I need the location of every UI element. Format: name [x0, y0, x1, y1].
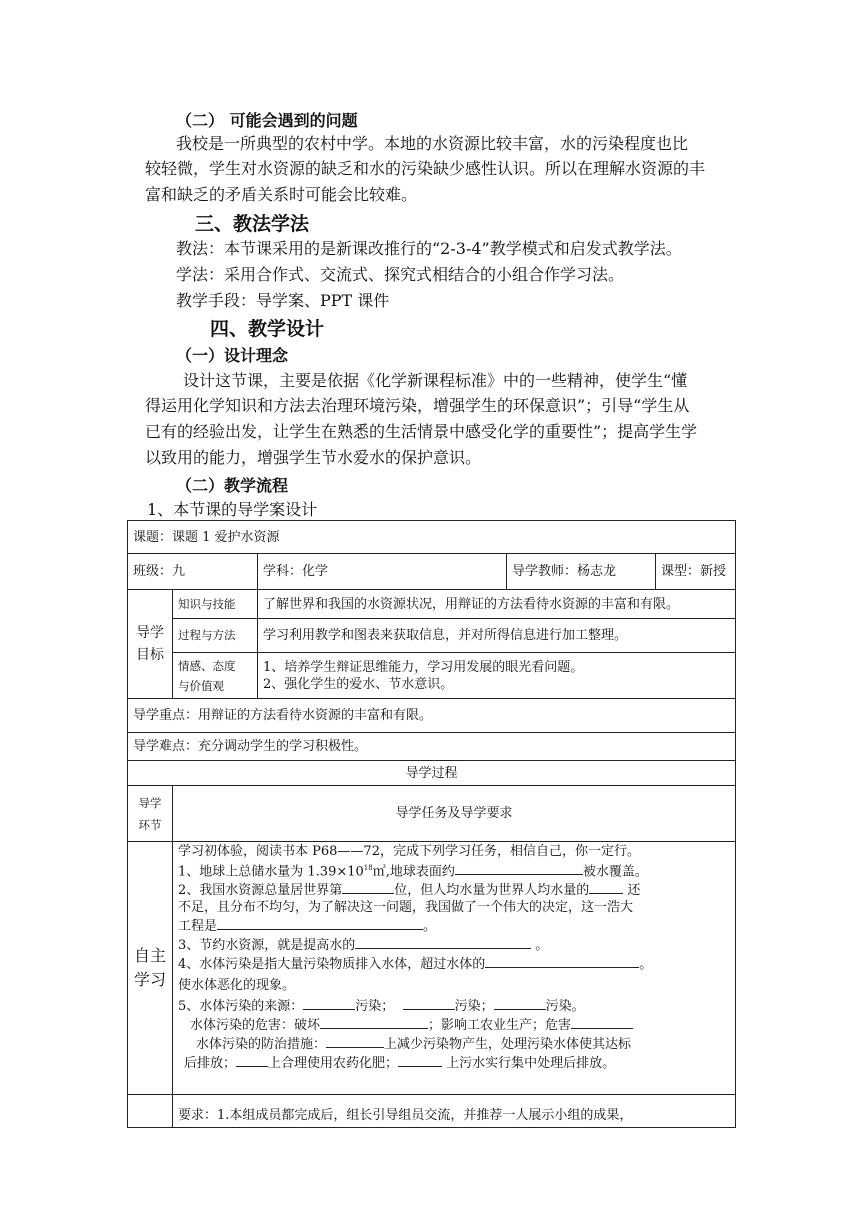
blank-prevention-3[interactable]	[398, 1053, 442, 1067]
blank-q2-ratio[interactable]	[589, 880, 623, 894]
goal-process-text: 学习利用教学和图表来获取信息，并对所得信息进行加工整理。	[258, 619, 736, 653]
blank-q5-source-2[interactable]	[403, 996, 455, 1010]
goal-knowledge-label: 知识与技能	[173, 590, 258, 619]
empty-link-cell	[128, 1095, 173, 1128]
possible-problems-line-1: 我校是一所典型的农村中学。本地的水资源比较丰富，水的污染程度也比	[176, 134, 689, 153]
q1-text-a: 1、地球上总储水量为 1.39×10	[178, 864, 364, 880]
blank-q5-source-1[interactable]	[303, 996, 355, 1010]
teaching-method: 教法：本节课采用的是新课改推行的“2-3-4”教学模式和启发式教学法。	[176, 239, 682, 258]
q1-text-b: ,地球表面约	[385, 864, 455, 880]
q4-text-b: 。	[639, 957, 653, 973]
possible-problems-line-2: 较轻微，学生对水资源的缺乏和水的污染缺少感性认识。所以在理解水资源的丰	[145, 159, 706, 178]
subject-cell: 学科：化学	[258, 554, 507, 590]
q5-text-a: 5、水体污染的来源：	[178, 999, 304, 1015]
task-column-header: 导学任务及导学要求	[173, 786, 736, 842]
design-heading: 四、教学设计	[210, 318, 325, 340]
q5-text-c: 污染；	[454, 999, 494, 1015]
goal-process-label: 过程与方法	[173, 619, 258, 653]
q3-text-b: 。	[531, 938, 549, 954]
grade-cell: 班级：九	[128, 554, 258, 590]
question-2-line-3	[178, 916, 730, 935]
q2-line3-text-b: 。	[423, 919, 437, 935]
blank-q2-project[interactable]	[217, 916, 423, 930]
question-2-line-2: 不足，且分布不均匀，为了解决这一问题，我国做了一个伟大的决定，这一浩大	[178, 900, 634, 916]
topic-cell: 课题：课题 1 爱护水资源	[128, 521, 736, 554]
design-concept-line-4: 以致用的能力，增强学生节水爱水的保护意识。	[145, 448, 482, 467]
possible-problems-line-3: 富和缺乏的矛盾关系时可能会比较难。	[145, 185, 418, 204]
q1-text-c: 被水覆盖。	[582, 864, 648, 880]
pollution-prevention-line-2	[178, 1053, 730, 1072]
blank-prevention-2[interactable]	[236, 1053, 268, 1067]
prevention-text-b: 上减少污染物产生，处理污染水体使其达标	[384, 1037, 632, 1053]
link-header-2: 环节	[138, 817, 162, 832]
prevention-line2-text-c: 上污水实行集中处理后排放。	[442, 1056, 616, 1072]
design-concept-heading: （一）设计理念	[176, 346, 289, 365]
pollution-prevention-line	[178, 1034, 730, 1053]
blank-harm-2[interactable]	[571, 1015, 633, 1029]
methods-heading: 三、教法学法	[195, 213, 310, 235]
design-concept-line-1: 设计这节课，主要是依据《化学新课程标准》中的一些精神，使学生“懂	[183, 371, 688, 390]
q2-text-b: 位，但人均水量为世界人均水量的	[394, 883, 590, 899]
design-concept-line-2: 得运用化学知识和方法去治理环境污染，增强学生的环保意识”；引导“学生从	[145, 396, 690, 415]
q1-exponent: 18	[363, 864, 373, 872]
q3-text-a: 3、节约水资源，就是提高水的	[178, 938, 356, 954]
blank-q1[interactable]	[455, 861, 583, 875]
difficulty-cell: 导学难点：充分调动学生的学习积极性。	[128, 733, 736, 761]
goal-knowledge-text: 了解世界和我国的水资源状况，用辩证的方法看待水资源的丰富和有限。	[258, 590, 736, 619]
goal-emotion-label-1: 情感、态度	[178, 658, 236, 673]
blank-prevention-1[interactable]	[326, 1034, 384, 1048]
question-2	[178, 880, 730, 899]
teaching-means: 教学手段：导学案、PPT 课件	[176, 291, 390, 310]
q2-line3-text-a: 工程是	[178, 919, 218, 935]
question-1	[178, 860, 730, 880]
design-concept-line-3: 已有的经验出发，让学生在熟悉的生活情景中感受化学的重要性”；提高学生学	[145, 422, 698, 441]
possible-problems-heading: （二） 可能会遇到的问题	[176, 111, 358, 130]
key-point-cell: 导学重点：用辩证的方法看待水资源的丰富和有限。	[128, 699, 736, 733]
goal-label: 导学目标	[128, 590, 173, 699]
self-study-label: 自主学习	[128, 842, 173, 1095]
intro-line: 学习初体验，阅读书本 P68——72，完成下列学习任务，相信自己，你一定行。	[178, 844, 640, 859]
blank-q4[interactable]	[485, 954, 639, 968]
requirement-text: 要求：1.本组成员都完成后，组长引导组员交流，并推荐一人展示小组的成果，	[178, 1108, 633, 1123]
pollution-harm-line	[178, 1015, 730, 1034]
q1-unit: ㎥	[372, 864, 386, 880]
harm-text-a: 水体污染的危害：破坏	[190, 1018, 321, 1034]
lesson-type-cell: 课型：新授	[656, 554, 736, 590]
q2-text-a: 2、我国水资源总量居世界第	[178, 883, 343, 899]
learning-method: 学法：采用合作式、交流式、探究式相结合的小组合作学习法。	[176, 265, 625, 284]
question-4	[178, 954, 730, 975]
q2-text-c: 还	[623, 883, 641, 899]
link-header-1: 导学	[138, 795, 162, 810]
goal-emotion-label	[173, 653, 258, 699]
process-title-cell: 导学过程	[128, 761, 736, 786]
question-5	[178, 996, 730, 1015]
blank-q3[interactable]	[355, 935, 531, 949]
blank-harm-1[interactable]	[320, 1015, 428, 1029]
q5-text-d: 污染。	[545, 999, 585, 1015]
q5-text-b: 污染；	[355, 999, 395, 1015]
prevention-line2-text-a: 后排放；	[184, 1056, 237, 1072]
question-4-line-2: 使水体恶化的现象。	[178, 978, 296, 994]
teacher-cell: 导学教师：杨志龙	[507, 554, 656, 590]
q4-text-a: 4、水体污染是指大量污染物质排入水体，超过水体的	[178, 957, 486, 973]
goal-emotion-text	[258, 653, 736, 699]
teaching-flow-heading: （二）教学流程	[176, 476, 289, 495]
requirement-cell	[173, 1095, 736, 1128]
goal-emotion-text-1: 1、培养学生辩证思维能力，学习用发展的眼光看问题。	[263, 659, 584, 675]
blank-q5-source-3[interactable]	[494, 996, 546, 1010]
prevention-line2-text-b: 上合理使用农药化肥；	[268, 1056, 399, 1072]
guide-table	[127, 520, 736, 1128]
question-3	[178, 935, 730, 954]
self-study-content	[173, 842, 736, 1095]
blank-q2-rank[interactable]	[342, 880, 394, 894]
guide-case-item: 1、本节课的导学案设计	[147, 500, 318, 519]
goal-emotion-text-2: 2、强化学生的爱水、节水意识。	[263, 676, 454, 692]
prevention-text-a: 水体污染的防治措施：	[196, 1037, 327, 1053]
link-column-header	[128, 786, 173, 842]
goal-emotion-label-2: 与价值观	[178, 678, 224, 693]
harm-text-b: ；影响工农业生产；危害	[428, 1018, 572, 1034]
